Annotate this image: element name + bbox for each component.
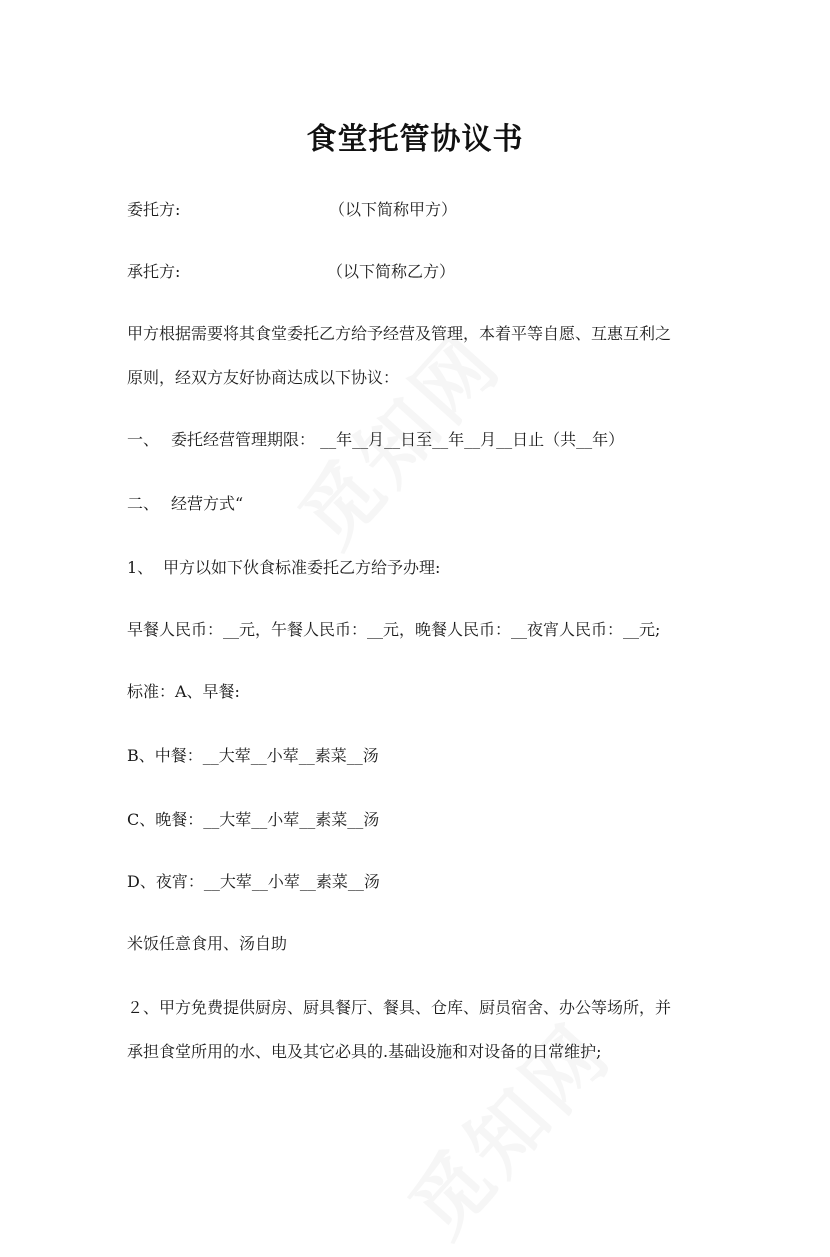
item-1-text: 甲方以如下伙食标准委托乙方给予办理: [163, 558, 441, 577]
item-1-number: 1、 [127, 558, 154, 577]
party-a-note: （以下简称甲方） [329, 200, 458, 219]
party-a-label: 委托方: [127, 200, 181, 219]
standard-c: C、晚餐：__大荤__小荤__素菜__汤 [127, 810, 380, 829]
section-2-number: 二、 [127, 494, 160, 513]
party-b-note: （以下简称乙方） [327, 262, 456, 281]
item-2-line-2: 承担食堂所用的水、电及其它必具的.基础设施和对设备的日常维护; [127, 1042, 602, 1061]
intro-line-2: 原则，经双方友好协商达成以下协议： [127, 368, 400, 387]
intro-line-1: 甲方根据需要将其食堂委托乙方给予经营及管理，本着平等自愿、互惠互利之 [127, 324, 672, 343]
watermark [380, 995, 632, 1257]
meal-prices: 早餐人民币：__元，午餐人民币：__元，晚餐人民币：__夜宵人民币：__元; [127, 620, 661, 639]
party-b-label: 承托方: [127, 262, 181, 281]
section-1 [127, 428, 624, 452]
item-2-line-1: ２、甲方免费提供厨房、厨具餐厅、餐具、仓库、厨员宿舍、办公等场所，并 [127, 998, 672, 1017]
standard-d: D、夜宵：__大荤__小荤__素菜__汤 [127, 872, 380, 891]
standard-b: B、中餐：__大荤__小荤__素菜__汤 [127, 746, 379, 765]
item-1 [127, 556, 440, 580]
standard-a: 标准：A、早餐: [127, 682, 240, 701]
section-2-text: 经营方式“ [171, 494, 244, 513]
section-2 [127, 492, 243, 516]
rice-note: 米饭任意食用、汤自助 [127, 934, 288, 953]
section-1-number: 一、 [127, 430, 160, 449]
section-1-text: 委托经营管理期限： __年__月__日至__年__月__日止（共__年） [171, 430, 625, 449]
document-title: 食堂托管协议书 [306, 122, 524, 157]
